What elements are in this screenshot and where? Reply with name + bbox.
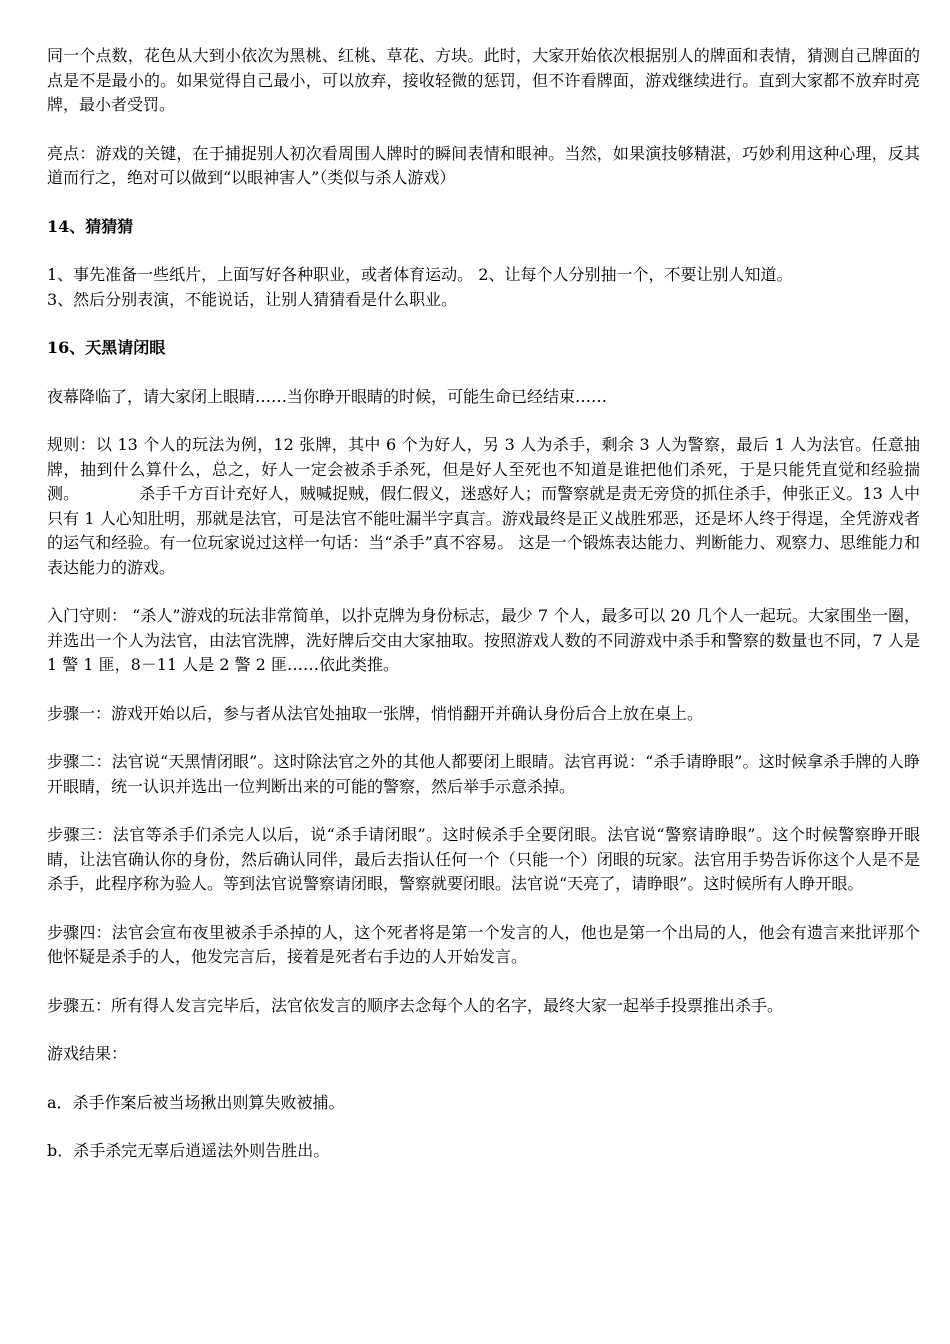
paragraph-rules (47, 433, 920, 580)
heading-mafia-game: 16、天黑请闭眼 (47, 338, 166, 357)
heading-guess-game: 14、猜猜猜 (47, 216, 134, 236)
rules-part-2: 杀手千方百计充好人，贼喊捉贼，假仁假义，迷惑好人；而警察就是责无旁贷的抓住杀手，伸张正义。13 人中只有 1 人心知肚明，那就是法官，可是法官不能吐漏半字真言。游戏最终是正义战胜邪恶，还是坏人终于得逞，全凭游戏者的运气和经验。有一位玩家说过这样一句话：当“杀手”真不容易。 这是一个锻炼表达能力、判断能力、观察力、思维能力和表达能力的游戏。 (47, 484, 920, 577)
paragraph-card-suits: 同一个点数，花色从大到小依次为黑桃、红桃、草花、方块。此时，大家开始依次根据别人的牌面和表情，猜测自己牌面的点是不是最小的。如果觉得自己最小，可以放弃，接收轻微的惩罚，但不许看牌面，游戏继续进行。直到大家都不放弃时亮牌，最小者受罚。 (47, 46, 920, 114)
rules-part-1: 规则：以 13 个人的玩法为例，12 张牌，其中 6 个为好人，另 3 人为杀手，剩余 3 人为警察，最后 1 人为法官。任意抽牌，抽到什么算什么，总之，好人一定会被杀手杀死，但是好人至死也不知道是谁把他们杀死，于是只能凭直觉和经验揣测。 (47, 435, 920, 503)
paragraph-step-1: 步骤一：游戏开始以后，参与者从法官处抽取一张牌，悄悄翻开并确认身份后合上放在桌上。 (47, 703, 704, 723)
paragraph-result-a: a．杀手作案后被当场揪出则算失败被捕。 (47, 1092, 345, 1112)
paragraph-step-4: 步骤四：法官会宣布夜里被杀手杀掉的人，这个死者将是第一个发言的人，他也是第一个出局的人，他会有遗言来批评那个他怀疑是杀手的人，他发完言后，接着是死者右手边的人开始发言。 (47, 922, 920, 966)
paragraph-intro-guide: 入门守则： “杀人”游戏的玩法非常简单，以扑克牌为身份标志，最少 7 个人，最多可以 20 几个人一起玩。大家围坐一圈，并选出一个人为法官，由法官洗牌，洗好牌后交由大家抽取。按照游戏人数的不同游戏中杀手和警察的数量也不同，7 人是 1 警 1 匪，8－11 人是 2 警 2 匪……依此类推。 (47, 606, 920, 674)
paragraph-guess-steps (47, 263, 920, 312)
paragraph-result-b: b．杀手杀完无辜后逍遥法外则告胜出。 (47, 1141, 330, 1160)
paragraph-highlight: 亮点：游戏的关键，在于捕捉别人初次看周围人牌时的瞬间表情和眼神。当然，如果演技够精湛，巧妙利用这种心理，反其道而行之，绝对可以做到“以眼神害人”（类似与杀人游戏） (47, 143, 920, 187)
paragraph-nightfall: 夜幕降临了，请大家闭上眼睛……当你睁开眼睛的时候，可能生命已经结束…… (47, 386, 608, 406)
paragraph-game-result: 游戏结果： (47, 1044, 128, 1063)
guess-steps-line-2: 3、然后分别表演，不能说话，让别人猜猜看是什么职业。 (47, 289, 458, 309)
guess-steps-line-1: 1、事先准备一些纸片，上面写好各种职业，或者体育运动。 2、让每个人分别抽一个，不要让别人知道。 (47, 265, 793, 284)
paragraph-step-3: 步骤三：法官等杀手们杀完人以后，说“杀手请闭眼”。这时候杀手全要闭眼。法官说“警察请睁眼”。这个时候警察睁开眼睛，让法官确认你的身份，然后确认同伴，最后去指认任何一个（只能一个）闭眼的玩家。法官用手势告诉你这个人是不是杀手，此程序称为验人。等到法官说警察请闭眼，警察就要闭眼。法官说“天亮了，请睁眼”。这时候所有人睁开眼。 (47, 825, 920, 893)
paragraph-step-2: 步骤二：法官说“天黑情闭眼”。这时除法官之外的其他人都要闭上眼睛。法官再说：“杀手请睁眼”。这时候拿杀手牌的人睁开眼睛，统一认识并选出一位判断出来的可能的警察，然后举手示意杀掉。 (47, 752, 920, 796)
paragraph-step-5: 步骤五：所有得人发言完毕后，法官依发言的顺序去念每个人的名字，最终大家一起举手投票推出杀手。 (47, 995, 784, 1015)
